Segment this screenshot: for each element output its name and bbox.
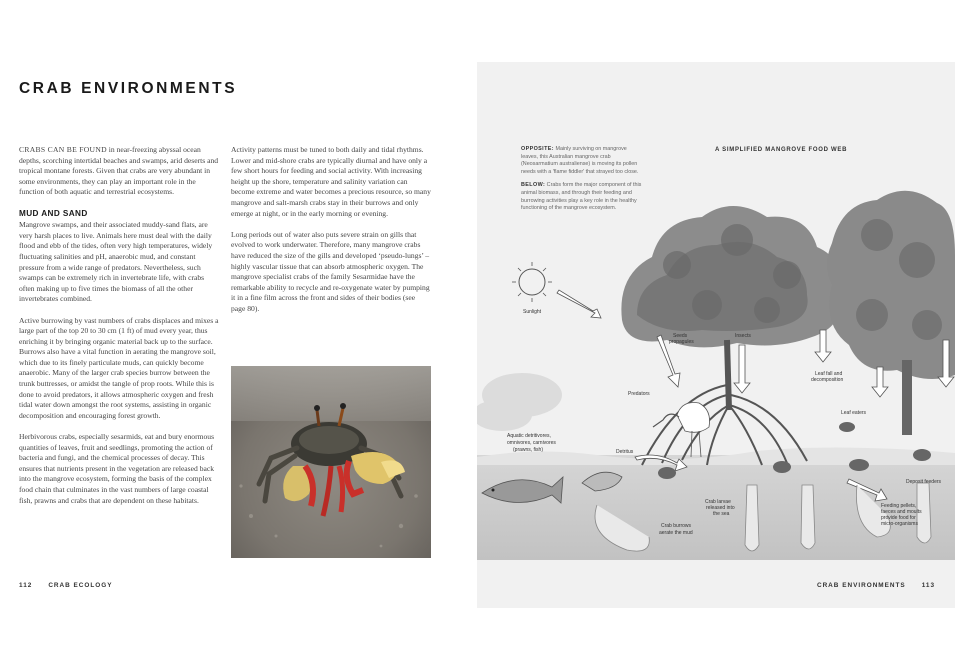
label-larvae-3: the sea: [713, 511, 730, 517]
text-column-1: [19, 145, 219, 517]
label-sunlight: Sunlight: [523, 309, 542, 315]
label-seeds: Seeds: [673, 333, 688, 339]
label-larvae-2: released into: [706, 505, 735, 511]
crab-photo: [231, 366, 431, 558]
mangrove-tree-right: [827, 191, 955, 435]
mangrove-food-web-diagram: [477, 165, 955, 565]
sun-icon: [512, 262, 552, 302]
label-pellets-2: faeces and moults: [881, 509, 922, 515]
sunlight-arrow: [557, 290, 601, 318]
page-number: 112: [19, 582, 33, 589]
caption-opposite-text: Mainly surviving on mangrove leaves, this Australian mangrove crab (Neosarmatium australiense) is moving its pollen needs with a 'flame fiddler' that strayed too close.: [521, 146, 639, 175]
section-name: CRAB ENVIRONMENTS: [816, 582, 906, 589]
label-pellets-1: Feeding pellets,: [881, 503, 917, 509]
caption-opposite-label: OPPOSITE:: [521, 146, 554, 152]
label-burrows-2: aerate the mud: [659, 530, 693, 536]
paragraph: Herbivorous crabs, especially sesarmids, eat and bury enormous quantities of leaves, fruit and seedlings, promoting the action of bacteria and fungi, and the chemical processes of decay. This ensures that nutrients present in the vegetation are released back into the mangrove ecosystem, forming the basis of the complex food chain that culminates in the vast numbers of large coastal fish, prawns and crabs that are dependent on these habitats.: [19, 432, 215, 505]
label-larvae-1: Crab larvae: [705, 499, 731, 505]
label-aquatic-2: omnivores, carnivores: [507, 440, 556, 446]
label-deposit-feeders: Deposit feeders: [906, 479, 942, 485]
paragraph: Mangrove swamps, and their associated muddy-sand flats, are very harsh places to live. Animals here must deal with the daily flood and ebb of the tides, often very high temperatures, widely fluctuating salinities and pH, anaerobic mud, and constant pressure from a wide range of predators. Nevertheless, such swamps can be extremely rich in invertebrate life, with crabs often making up to five times the biomass of all the other invertebrates combined.: [19, 220, 213, 304]
paragraph: Active burrowing by vast numbers of crabs displaces and mixes a large part of the top 20 to 30 cm (1 ft) of mud every year, thus enriching it by bringing organic material back up to the surface. Burrows also have a vital function in aerating the mangrove soil, which due to its finely particulate muds, can quickly become anaerobic. Many of the larger crab species burrow between the trunk buttresses, or amidst the tangle of prop roots. While this is done to avoid predators, it allows atmospheric oxygen and fresh tidal water down amongst the root systems, assisting in organic decomposition and encouraging forest growth.: [19, 315, 219, 420]
text-column-2: [231, 145, 431, 325]
caption-below-text: Crabs form the major component of this animal biomass, and through their feeding and burrowing activities play a key role in the healthy functioning of the mangrove ecosystem.: [521, 182, 642, 212]
label-leaf-eaters: Leaf eaters: [841, 410, 867, 416]
label-leaf-fall: Leaf fall and: [815, 371, 843, 377]
footer-right: [817, 582, 935, 589]
paragraph: Long periods out of water also puts severe strain on gills that evolved to work underwater. Therefore, many mangrove crabs have reduced the size of the gills and developed ‘pseudo-lungs’ – highly vascular tissue that can absorb atmospheric oxygen. The mangrove specialist crabs of the family Sesarmidae have the remarkable ability to recycle and re-oxygenate water by pumping it in a fine film across the front and sides of their bodies (see page 80).: [231, 229, 430, 313]
label-decomposition: decomposition: [811, 377, 844, 383]
label-pellets-4: micro-organisms: [881, 521, 918, 527]
paragraph: Activity patterns must be tuned to both daily and tidal rhythms. Lower and mid-shore crabs are typically diurnal and have only a few short hours for feeding and social activity. With increasing height up the shore, temperature and salinity variation can become extreme and water becomes a precious resource, so many mangrove and salt-marsh crabs stay in their burrows and only emerge at night, or in the early morning or evening.: [231, 145, 431, 218]
label-aquatic-3: (prawns, fish): [513, 447, 544, 453]
footer-left: [19, 582, 113, 589]
intro-lead: CRABS CAN BE FOUND: [19, 145, 107, 154]
label-insects: Insects: [735, 333, 751, 339]
diagram-title: A SIMPLIFIED MANGROVE FOOD WEB: [715, 147, 848, 153]
section-name: CRAB ECOLOGY: [48, 582, 113, 589]
label-detritus: Detritus: [616, 449, 634, 455]
page-title: CRAB ENVIRONMENTS: [19, 80, 238, 97]
label-propagules: propagules: [669, 339, 694, 345]
left-page: [0, 0, 477, 671]
intro-rest: in near-freezing abyssal ocean depths, scorching intertidal beaches and swamps, arid deserts and tropical montane forests. Given that crabs are very abundant in some environments, they can play an important role in the function of both aquatic and terrestrial ecosystems.: [19, 145, 219, 197]
caption-below-label: BELOW:: [521, 182, 546, 189]
crab-photo-illustration: [231, 366, 431, 558]
label-burrows-1: Crab burrows: [661, 523, 692, 529]
label-predators: Predators: [628, 391, 650, 397]
intro-paragraph: [19, 145, 219, 198]
label-pellets-3: provide food for: [881, 515, 916, 521]
label-aquatic-1: Aquatic detritivores,: [507, 433, 551, 439]
subheading-mud-and-sand: MUD AND SAND: [19, 208, 88, 218]
distant-trees: [477, 373, 562, 431]
page-number: 113: [921, 582, 935, 589]
